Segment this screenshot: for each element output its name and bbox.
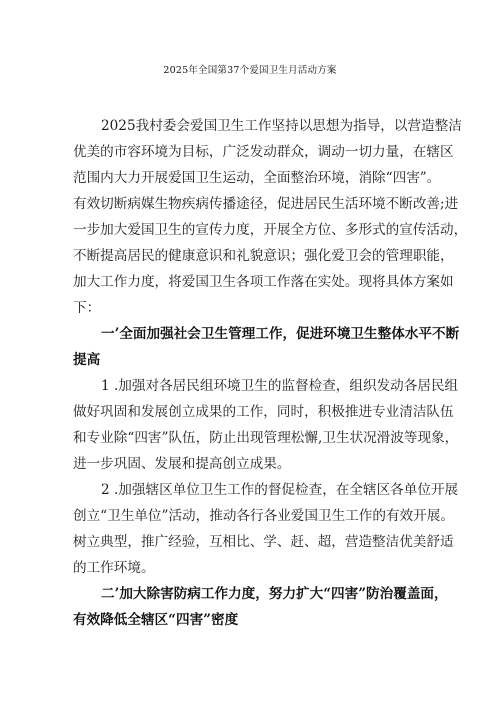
- item-2-line: 的工作环境。: [73, 560, 155, 576]
- intro-line: 下：: [73, 300, 101, 316]
- item-2-line: 创立“卫生单位”活动，推动各行各业爱国卫生工作的有效开展。: [73, 508, 454, 524]
- section-1-heading-cont: 提高: [73, 352, 101, 368]
- item-2-line: 树立典型，推广经验，互相比、学、赶、超，营造整洁优美舒适: [73, 534, 454, 550]
- item-1-line: 和专业除“四害”队伍，防止出现管理松懈,卫生状况滑波等现象，: [73, 430, 459, 446]
- item-1-line: 进一步巩固、发展和提高创立成果。: [73, 456, 291, 472]
- intro-line: 有效切断病媒生物疾病传播途径，促进居民生活环境不断改善;进: [73, 196, 459, 212]
- intro-line: 2025我村委会爱国卫生工作坚持以思想为指导，以营造整洁: [101, 118, 462, 134]
- intro-line: 优美的市容环境为目标，广泛发动群众，调动一切力量，在辖区: [73, 144, 454, 160]
- intro-line: 不断提高居民的健康意识和礼貌意识；强化爱卫会的管理职能，: [73, 248, 454, 264]
- item-1-line: 做好巩固和发展创立成果的工作，同时，积极推进专业清洁队伍: [73, 404, 454, 420]
- document-title: 2025年全国第37个爱国卫生月活动方案: [163, 65, 337, 76]
- section-2-heading: 二’加大除害防病工作力度，努力扩大“四害”防治覆盖面，: [101, 586, 448, 602]
- item-2-line: 2 .加强辖区单位卫生工作的督促检查，在全辖区各单位开展: [101, 482, 459, 498]
- intro-line: 范围内大力开展爱国卫生运动，全面整治环境，消除“四害”。: [73, 170, 441, 186]
- section-1-heading: 一’全面加强社会卫生管理工作，促进环境卫生整体水平不断: [101, 326, 460, 342]
- intro-line: 加大工作力度，将爱国卫生各项工作落在实处。现将具体方案如: [73, 274, 454, 290]
- item-1-line: 1 .加强对各居民组环境卫生的监督检查，组织发动各居民组: [101, 378, 459, 394]
- intro-line: 一步加大爱国卫生的宣传力度，开展全方位、多形式的宣传活动，: [73, 222, 468, 238]
- section-2-heading-cont: 有效降低全辖区“四害”密度: [73, 612, 239, 628]
